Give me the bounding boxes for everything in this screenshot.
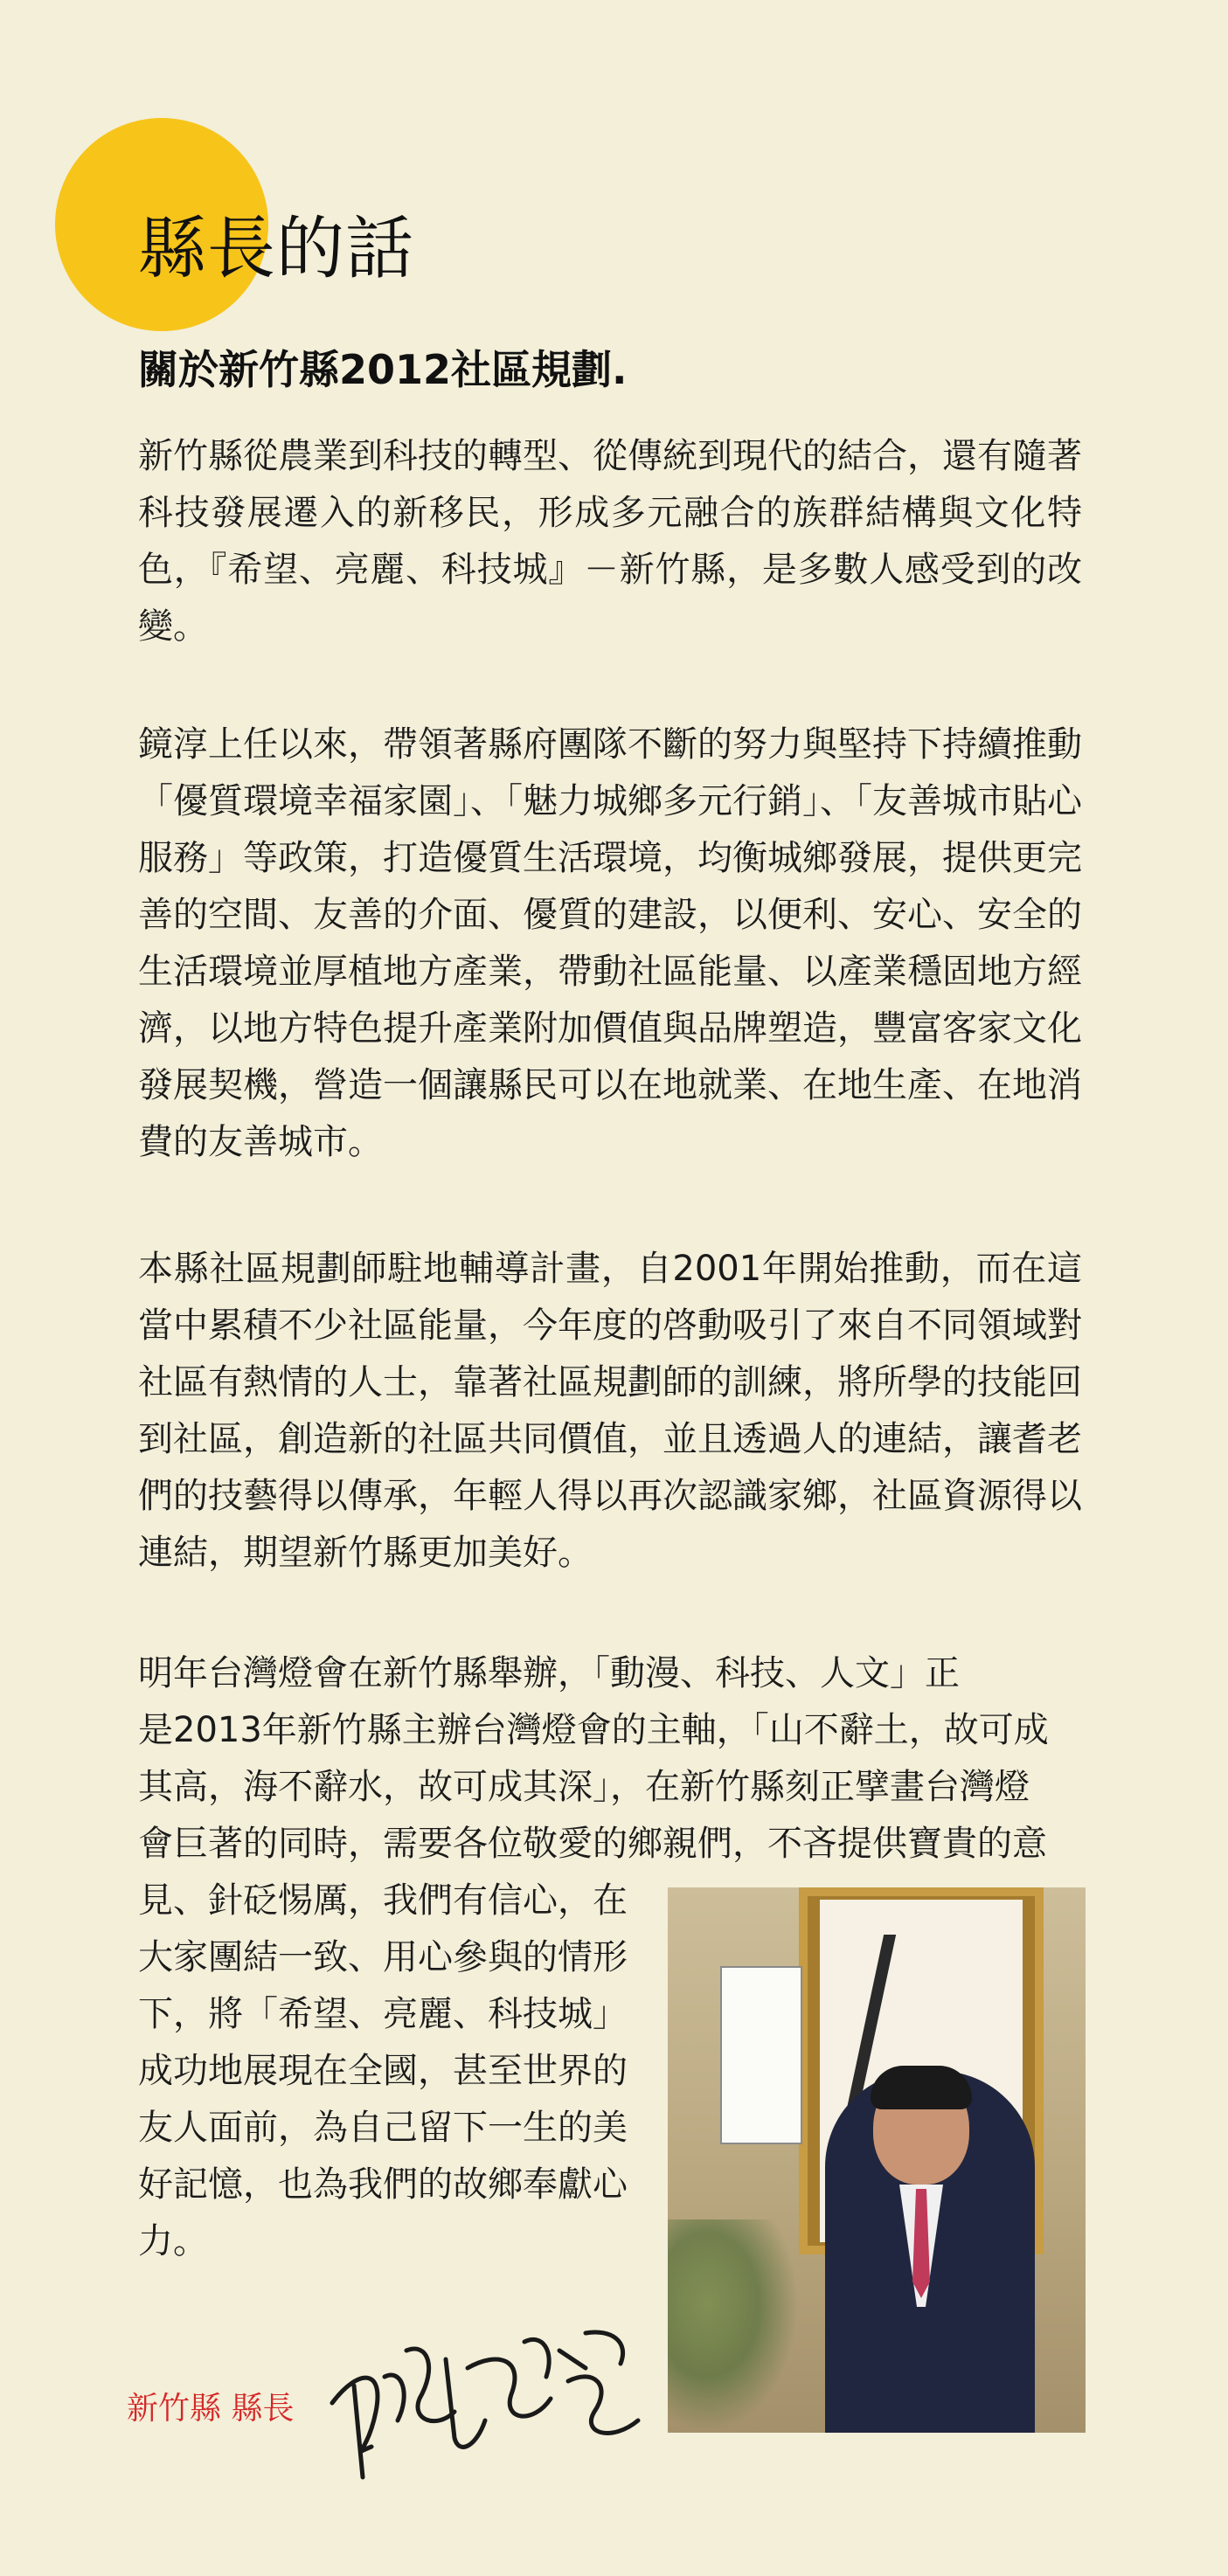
paragraph-4-line: 好記憶，也為我們的故鄉奉獻心 [138, 2164, 628, 2205]
paragraph-4-line: 其高，海不辭水，故可成其深」，在新竹縣刻正擘畫台灣燈 [138, 1767, 1030, 1807]
framed-notice [720, 1966, 802, 2144]
paragraph-4-line: 下，將「希望、亮麗、科技城」 [138, 1994, 628, 2034]
paragraph-2: 鏡淳上任以來，帶領著縣府團隊不斷的努力與堅持下持續推動「優質環境幸福家園」、「魅力城鄉多元行銷」、「友善城市貼心服務」等政策，打造優質生活環境，均衡城鄉發展，提供更完善的空間、友善的介面、優質的建設，以便利、安心、安全的生活環境並厚植地方產業，帶動社區能量、以產業穩固地方經濟，以地方特色提升產業附加價值與品牌塑造，豐富客家文化發展契機，營造一個讓縣民可以在地就業、在地生產、在地消費的友善城市。 [138, 724, 1082, 1162]
plant-foliage [668, 2219, 799, 2433]
paragraph-4-line: 見、針砭惕厲，我們有信心，在 [138, 1880, 628, 1921]
signature-title: 新竹縣 縣長 [127, 2391, 295, 2427]
paragraph-4-line: 是2013年新竹縣主辦台灣燈會的主軸，「山不辭土，故可成 [138, 1710, 1049, 1750]
page-subtitle: 關於新竹縣2012社區規劃. [138, 346, 628, 393]
handwritten-signature [323, 2316, 656, 2482]
person-hair [871, 2066, 972, 2109]
paragraph-3: 本縣社區規劃師駐地輔導計畫，自2001年開始推動，而在這當中累積不少社區能量，今年度的啓動吸引了來自不同領域對社區有熱情的人士，靠著社區規劃師的訓練，將所學的技能回到社區，創造新的社區共同價值，並且透過人的連結，讓耆老們的技藝得以傳承，年輕人得以再次認識家鄉，社區資源得以連結，期望新竹縣更加美好。 [138, 1249, 1082, 1573]
paragraph-4-line: 會巨著的同時，需要各位敬愛的鄉親們，不吝提供寶貴的意 [138, 1824, 1047, 1864]
paragraph-4-line: 力。 [138, 2221, 208, 2261]
portrait-photo [668, 1887, 1086, 2433]
page-title: 縣長的話 [138, 210, 415, 288]
paragraph-4-line: 成功地展現在全國，甚至世界的 [138, 2051, 628, 2091]
paragraph-4-line: 友人面前，為自己留下一生的美 [138, 2108, 628, 2148]
paragraph-4-line: 大家團結一致、用心參與的情形 [138, 1937, 628, 1977]
paragraph-4-line: 明年台灣燈會在新竹縣舉辦，「動漫、科技、人文」正 [138, 1653, 960, 1693]
paragraph-1: 新竹縣從農業到科技的轉型、從傳統到現代的結合，還有隨著科技發展遷入的新移民，形成多元融合的族群結構與文化特色，『希望、亮麗、科技城』－新竹縣，是多數人感受到的改變。 [138, 436, 1082, 647]
